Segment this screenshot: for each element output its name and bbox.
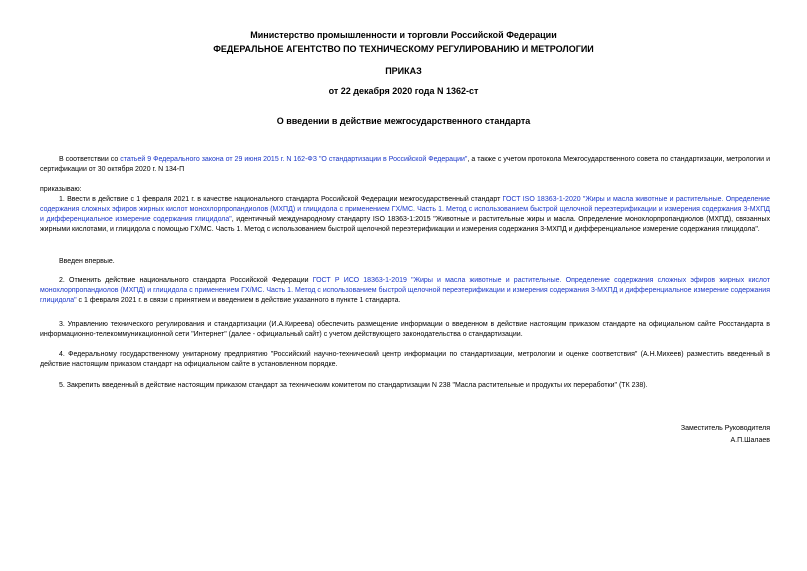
signature-name: А.П.Шалаев (730, 437, 770, 444)
preamble-text-start: В соответствии со (59, 156, 121, 163)
introduced-first-note: Введен впервые. (59, 258, 115, 265)
law-link[interactable]: статьей 9 Федерального закона от 29 июня 2015 г. N 162-ФЗ "О стандартизации в Российской Федерации" (120, 156, 468, 163)
order-date-number: от 22 декабря 2020 года N 1362-ст (328, 86, 479, 96)
preamble-text-end: , а также с учетом протокола Межгосударственного совета по стандартизации, метрологии и сертификации от 30 октября 2020 г. N 134-П (40, 156, 770, 173)
item-1-text-start: 1. Ввести в действие с 1 февраля 2021 г. в качестве национального стандарта Российской Федерации межгосударственный стандарт (59, 196, 503, 203)
orders-label: приказываю: (40, 186, 82, 193)
doc-type: ПРИКАЗ (385, 66, 422, 76)
item-5-paragraph: 5. Закрепить введенный в действие настоящим приказом стандарт за техническим комитетом по стандартизации N 238 "Масла растительные и продукты их переработки" (ТК 238). (59, 382, 648, 389)
signature-position: Заместитель Руководителя (680, 425, 770, 432)
item-2-paragraph (40, 276, 770, 306)
item-1-paragraph (40, 195, 770, 235)
item-2-text-start: 2. Отменить действие национального стандарта Российской Федерации (59, 277, 313, 284)
ministry-title: Министерство промышленности и торговли Российской Федерации (250, 30, 557, 40)
item-4-paragraph: 4. Федеральному государственному унитарному предприятию "Российский научно-технический центр информации по стандартизации, метрологии и оценке соответствия" (А.Н.Михеев) разместить введенный в действие настоящим приказом стандарт на официальном сайте в установленном порядке. (40, 351, 770, 368)
gost-iso-link[interactable]: ГОСТ ISO 18363-1-2020 "Жиры и масла животные и растительные. Определение содержания сложных эфиров жирных кислот монохлорпропандиолов (МХПД) и глицидола с применением ГХ/МС. Часть 1. Метод с использованием быстрой щелочной переэтерификации и измерения содержания 3-МХПД и дифференциальное измерение содержания глицидола" (40, 196, 770, 223)
item-3-paragraph: 3. Управлению технического регулирования и стандартизации (И.А.Киреева) обеспечить размещение информации о введенном в действие настоящим приказом стандарте на официальном сайте Росстандарта в информационно-телекоммуникационной сети "Интернет" (далее - официальный сайт) с учетом действующего законодательства о стандартизации. (40, 321, 770, 338)
order-subject: О введении в действие межгосударственного стандарта (276, 116, 531, 126)
gost-r-iso-link[interactable]: ГОСТ Р ИСО 18363-1-2019 "Жиры и масла животные и растительные. Определение содержания сложных эфиров жирных кислот монохлорпропандиолов (МХПД) и глицидола с применением ГХ/МС. Часть 1. Метод с использованием быстрой щелочной переэтерификации и измерения содержания 3-МХПД и дифференциальное измерение содержания глицидола" (40, 277, 770, 304)
agency-title: ФЕДЕРАЛЬНОЕ АГЕНТСТВО ПО ТЕХНИЧЕСКОМУ РЕГУЛИРОВАНИЮ И МЕТРОЛОГИИ (213, 44, 594, 54)
preamble-paragraph (40, 155, 770, 175)
item-1-text-end: , идентичный международному стандарту ISO 18363-1:2015 "Животные и растительные жиры и масла. Определение монохлорпропандиолов (МХПД), связанных жирными кислотами, и глицидола с помощью ГХ/МС. Часть 1. Метод с использованием быстрой щелочной переэтерификации и измерения содержания 3-МХПД и дифференциальное измерение содержания глицидола". (40, 216, 770, 233)
item-2-text-end: с 1 февраля 2021 г. в связи с принятием и введением в действие указанного в пункте 1 стандарта. (76, 297, 401, 304)
